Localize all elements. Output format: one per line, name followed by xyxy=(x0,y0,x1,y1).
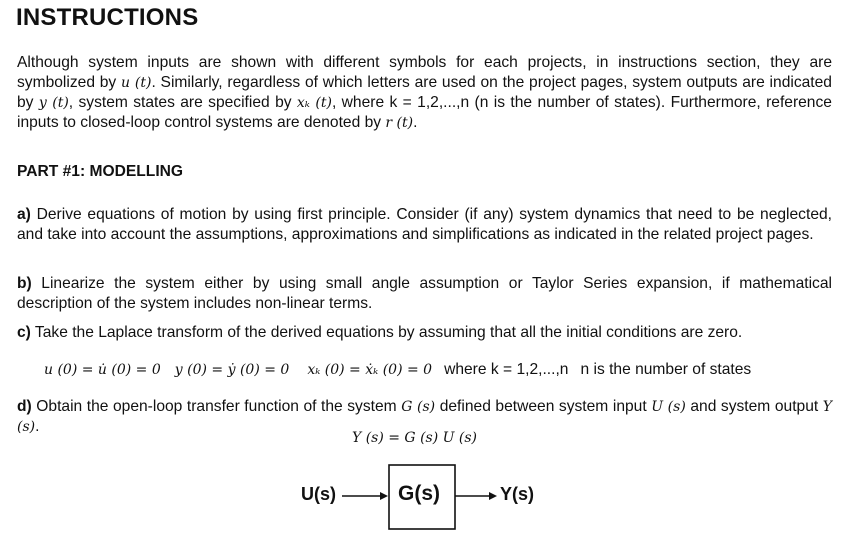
math-x-k-t: xₖ (t) xyxy=(296,95,332,111)
transfer-equation: Y (s) = G (s) U (s) xyxy=(352,430,477,446)
item-c-text: Take the Laplace transform of the derived equations by assuming that all the initial conditions are zero. xyxy=(30,324,743,341)
item-d-text-2: defined between system input xyxy=(435,398,652,415)
ic-where: where k = 1,2,...,n xyxy=(444,361,569,378)
math-y-s: Y (s) xyxy=(17,399,832,435)
intro-text-4: , where k = 1,2,...,n (n is the number of states). Furthermore, reference inputs to closed-loop control systems are denoted by xyxy=(17,94,832,131)
math-y-t: y (t) xyxy=(38,95,69,111)
item-b-label: b) xyxy=(17,275,32,292)
math-r-t: r (t) xyxy=(385,115,414,131)
ic-u: u (0) = u̇ (0) = 0 xyxy=(44,362,161,378)
math-u-s: U (s) xyxy=(651,399,686,415)
input-arrowhead xyxy=(380,492,388,500)
ic-x: xₖ (0) = ẋₖ (0) = 0 xyxy=(307,362,433,378)
diagram-output-label: Y(s) xyxy=(500,484,535,504)
math-g-s: G (s) xyxy=(401,399,436,415)
intro-text-5: . xyxy=(413,114,418,131)
item-b-text: Linearize the system either by using small angle assumption or Taylor Series expansion, if mathematical description of the system includes non-linear terms. xyxy=(17,275,832,312)
output-arrowhead xyxy=(489,492,497,500)
intro-text-2: . Similarly, regardless of which letters are used on the project pages, system outputs are indicated by xyxy=(17,74,832,111)
ic-note: n is the number of states xyxy=(580,361,752,378)
diagram-block-label: G(s) xyxy=(398,482,440,505)
ic-y: y (0) = ẏ (0) = 0 xyxy=(174,362,290,378)
item-d-text-3: and system output xyxy=(685,398,823,415)
section-heading-part1: PART #1: MODELLING xyxy=(17,163,184,180)
intro-text-1: Although system inputs are shown with different symbols for each projects, in instructions section, they are symbolized by xyxy=(17,54,832,91)
item-d-text-1: Obtain the open-loop transfer function of the system xyxy=(31,398,402,415)
item-a-label: a) xyxy=(17,206,31,223)
item-d-label: d) xyxy=(17,398,32,415)
item-c-label: c) xyxy=(17,324,31,341)
item-d-text-4: . xyxy=(35,418,40,435)
item-a-text: Derive equations of motion by using first principle. Consider (if any) system dynamics that need to be neglected, and take into account the assumptions, approximations and simplifications as indicated in the related project pages. xyxy=(17,206,832,243)
diagram-input-label: U(s) xyxy=(301,484,336,504)
math-u-t: u (t) xyxy=(121,75,152,91)
page-title: INSTRUCTIONS xyxy=(16,4,199,31)
intro-text-3: , system states are specified by xyxy=(68,94,297,111)
